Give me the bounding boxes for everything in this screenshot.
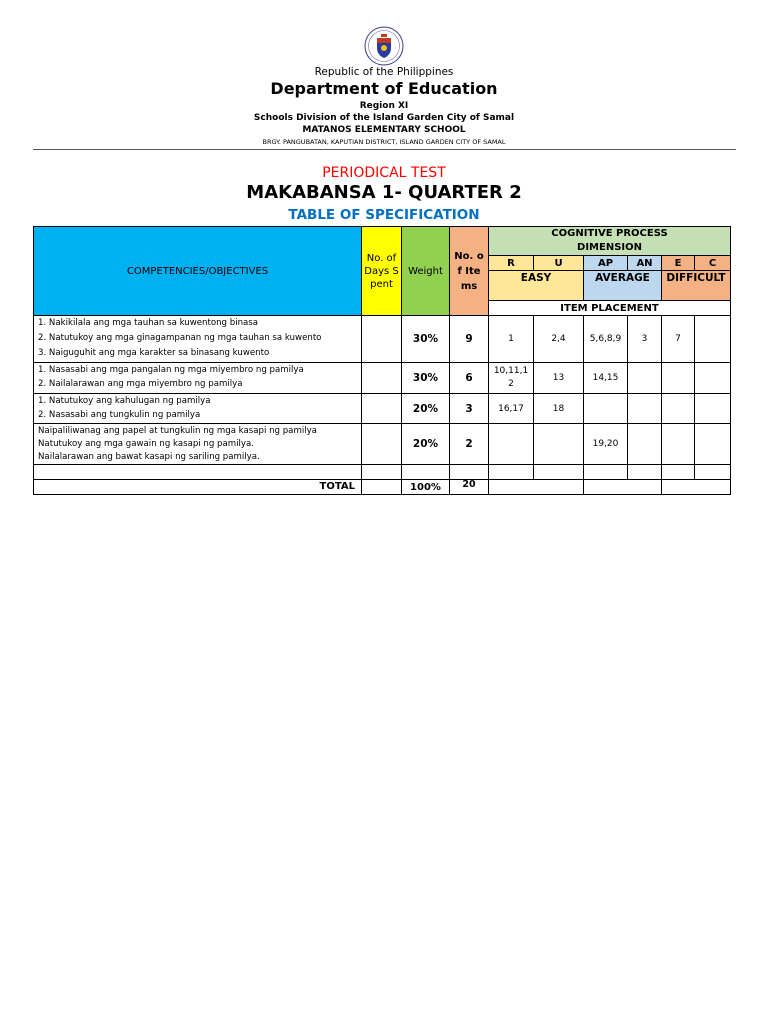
deped-seal [364,26,404,66]
competency-line: 2. Nailalarawan ang mga miyembro ng pamilya [38,379,243,389]
competency-line: 2. Nasasabi ang tungkulin ng pamilya [38,410,201,420]
competency-line: Natutukoy ang mga gawain ng kasapi ng pamilya. [38,439,255,449]
row1-r: 1 [488,315,534,363]
header-r: R [488,255,534,271]
header-average: AVERAGE [583,270,662,301]
row3-c [694,393,731,424]
subject-title: MAKABANSA 1- QUARTER 2 [246,182,522,203]
empty-cell [33,464,362,480]
header-days: No. of Days Spent [361,226,402,316]
header-competencies: COMPETENCIES/OBJECTIVES [33,226,362,316]
total-placement-average [583,479,662,495]
row4-u [533,423,584,465]
total-placement-difficult [661,479,731,495]
total-label: TOTAL [33,479,362,495]
competency-line: Naipaliliwanag ang papel at tungkulin ng mga kasapi ng pamilya [38,426,317,436]
row4-days [361,423,402,465]
row4-r [488,423,534,465]
empty-cell [661,464,695,480]
competency-line: 3. Naiguguhit ang mga karakter sa binasang kuwento [38,348,270,358]
header-cognitive: COGNITIVE PROCESS DIMENSION [488,226,731,256]
header-u: U [533,255,584,271]
empty-cell [488,464,534,480]
competency-line: Nailalarawan ang bawat kasapi ng sariling pamilya. [38,452,260,462]
periodical-test-title: PERIODICAL TEST [322,165,446,181]
row4-competencies [33,423,362,465]
row2-competencies [33,362,362,394]
row1-competencies [33,315,362,363]
empty-cell [627,464,662,480]
empty-cell [449,464,489,480]
empty-cell [533,464,584,480]
row2-u: 13 [533,362,584,394]
header-items: No. of Items [449,226,489,316]
school-address: BRGY. PANGUBATAN, KAPUTIAN DISTRICT, ISLAND GARDEN CITY OF SAMAL [262,138,506,146]
row3-an [627,393,662,424]
row1-an: 3 [627,315,662,363]
row1-u: 2,4 [533,315,584,363]
row3-competencies [33,393,362,424]
republic-text: Republic of the Philippines [314,66,454,78]
row3-weight: 20% [401,393,450,424]
total-placement-easy [488,479,584,495]
header-easy: EASY [488,270,584,301]
row3-items: 3 [449,393,489,424]
row3-r: 16,17 [488,393,534,424]
row2-ap: 14,15 [583,362,628,394]
header-weight: Weight [401,226,450,316]
competency-line: 1. Natutukoy ang kahulugan ng pamilya [38,396,211,406]
row4-c [694,423,731,465]
row4-e [661,423,695,465]
tos-title: TABLE OF SPECIFICATION [288,207,480,223]
row2-c [694,362,731,394]
row1-c [694,315,731,363]
row2-days [361,362,402,394]
empty-cell [361,464,402,480]
row3-days [361,393,402,424]
row3-ap [583,393,628,424]
row4-items: 2 [449,423,489,465]
region-text: Region XI [359,101,409,111]
total-days [361,479,402,495]
header-ap: AP [583,255,628,271]
empty-cell [583,464,628,480]
row2-weight: 30% [401,362,450,394]
total-items: 20 [449,479,489,495]
row4-an [627,423,662,465]
letterhead-divider [33,149,736,150]
division-text: Schools Division of the Island Garden City of Samal [253,113,515,123]
department-title: Department of Education [270,79,498,98]
row1-e: 7 [661,315,695,363]
row2-an [627,362,662,394]
row1-days [361,315,402,363]
row2-items: 6 [449,362,489,394]
total-weight: 100% [401,479,450,495]
header-item-placement: ITEM PLACEMENT [488,300,731,316]
header-difficult: DIFFICULT [661,270,731,301]
header-c: C [694,255,731,271]
row2-r: 10,11,12 [488,362,534,394]
row3-u: 18 [533,393,584,424]
row4-ap: 19,20 [583,423,628,465]
header-an: AN [627,255,662,271]
competency-line: 1. Nasasabi ang mga pangalan ng mga miyembro ng pamilya [38,365,304,375]
header-e: E [661,255,695,271]
competency-line: 1. Nakikilala ang mga tauhan sa kuwentong binasa [38,318,259,328]
empty-cell [401,464,450,480]
row1-ap: 5,6,8,9 [583,315,628,363]
empty-cell [694,464,731,480]
row3-e [661,393,695,424]
row1-weight: 30% [401,315,450,363]
school-name: MATANOS ELEMENTARY SCHOOL [302,125,466,135]
row2-e [661,362,695,394]
row1-items: 9 [449,315,489,363]
competency-line: 2. Natutukoy ang mga ginagampanan ng mga tauhan sa kuwento [38,333,322,343]
row4-weight: 20% [401,423,450,465]
